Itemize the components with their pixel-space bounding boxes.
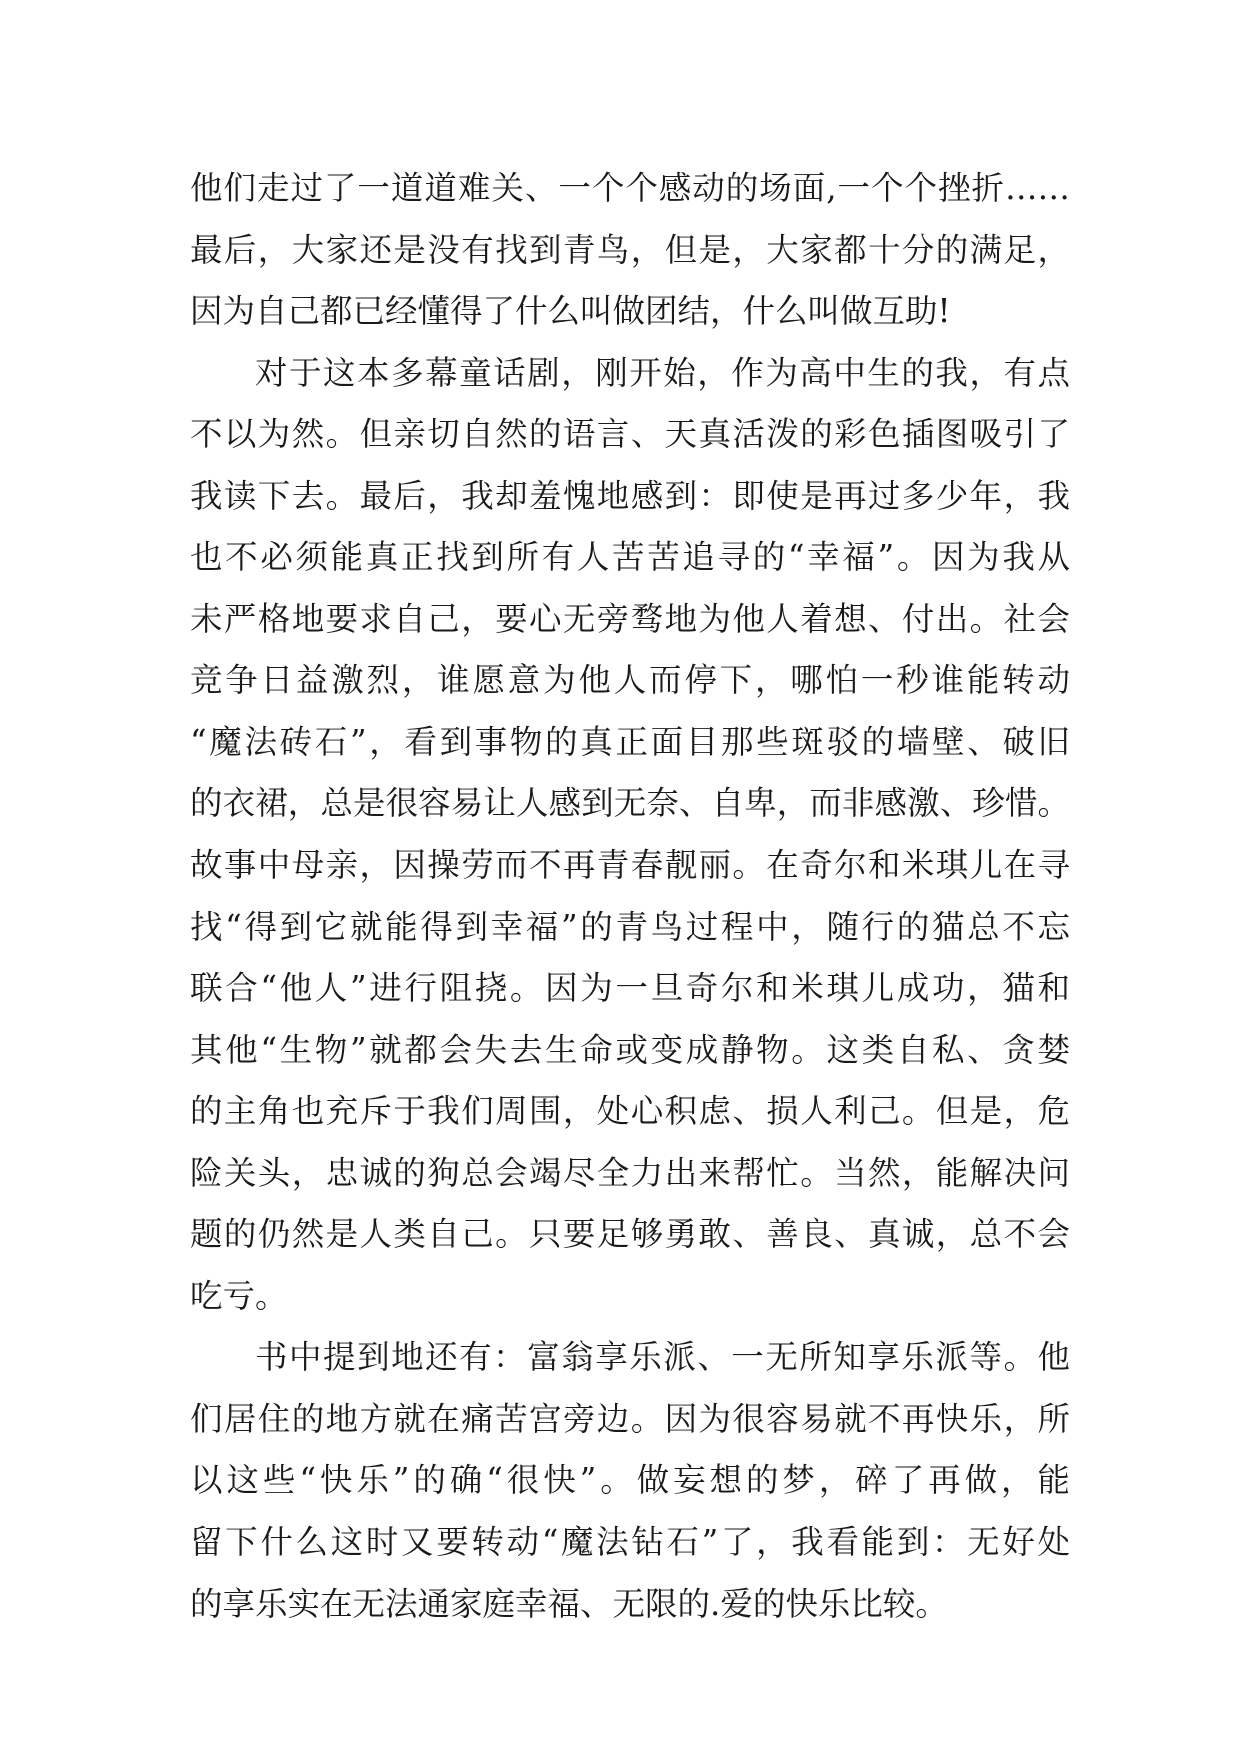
text-line: 也不必须能真正找到所有人苦苦追寻的“幸福”。因为我从 [190,538,1070,577]
text-line: 联合“他人”进行阻挠。因为一旦奇尔和米琪儿成功，猫和 [190,969,1070,1008]
text-line: 吃亏。 [190,1276,288,1315]
text-line: 竞争日益激烈，谁愿意为他人而停下，哪怕一秒谁能转动 [190,661,1070,700]
paragraph-first-line: 书中提到地还有：富翁享乐派、一无所知享乐派等。他 [255,1338,1070,1377]
text-line: 题的仍然是人类自己。只要足够勇敢、善良、真诚，总不会 [190,1215,1070,1254]
text-line: 他们走过了一道道难关、一个个感动的场面,一个个挫折…… [190,169,1070,207]
text-line: 我读下去。最后，我却羞愧地感到：即使是再过多少年，我 [190,476,1070,515]
text-line: 找“得到它就能得到幸福”的青鸟过程中，随行的猫总不忘 [190,907,1070,946]
text-line: 留下什么这时又要转动“魔法钻石”了，我看能到：无好处 [190,1523,1070,1562]
text-line: 不以为然。但亲切自然的语言、天真活泼的彩色插图吸引了 [190,415,1070,454]
text-line: 的主角也充斥于我们周围，处心积虑、损人利己。但是，危 [190,1092,1070,1131]
text-line: 未严格地要求自己，要心无旁骛地为他人着想、付出。社会 [190,599,1070,638]
text-line: 故事中母亲，因操劳而不再青春靓丽。在奇尔和米琪儿在寻 [190,846,1070,885]
text-line: 的衣裙，总是很容易让人感到无奈、自卑，而非感激、珍惜。 [190,784,1070,823]
paragraph-first-line: 对于这本多幕童话剧，刚开始，作为高中生的我，有点 [255,353,1070,392]
text-line: 的享乐实在无法通家庭幸福、无限的.爱的快乐比较。 [190,1584,948,1623]
text-line: 最后，大家还是没有找到青鸟，但是，大家都十分的满足， [190,230,1070,269]
text-line: “魔法砖石”，看到事物的真正面目那些斑驳的墙壁、破旧 [190,722,1070,761]
text-line: 其他“生物”就都会失去生命或变成静物。这类自私、贪婪 [190,1030,1070,1069]
text-line: 以这些“快乐”的确“很快”。做妄想的梦，碎了再做，能 [190,1461,1070,1500]
text-line: 险关头，忠诚的狗总会竭尽全力出来帮忙。当然，能解决问 [190,1153,1070,1192]
text-line: 因为自己都已经懂得了什么叫做团结，什么叫做互助! [190,292,951,331]
text-line: 们居住的地方就在痛苦宫旁边。因为很容易就不再快乐，所 [190,1399,1070,1438]
document-body [190,158,1070,1635]
